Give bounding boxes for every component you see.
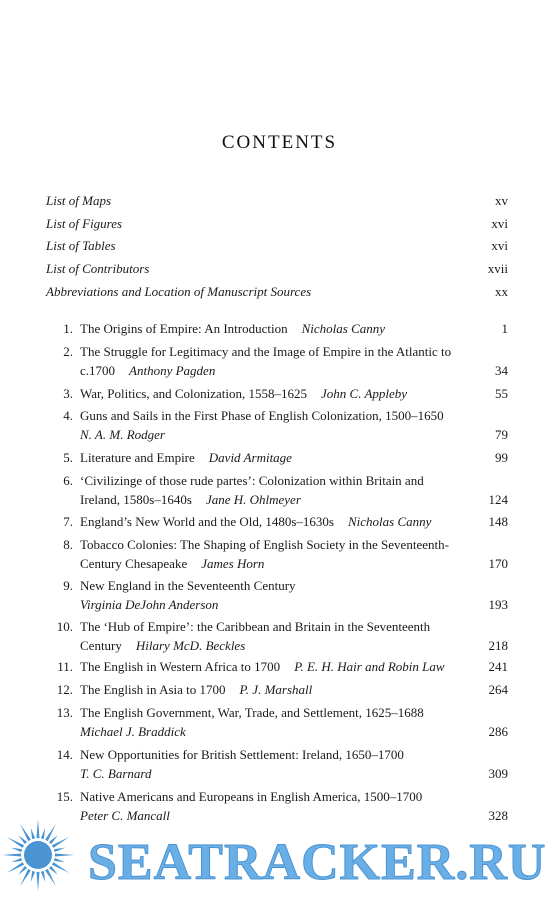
- front-matter-label: List of Maps: [46, 193, 112, 208]
- chapter-author: John C. Appleby: [321, 386, 408, 401]
- chapter-author: N. A. M. Rodger: [80, 427, 165, 442]
- chapter-author: Michael J. Braddick: [80, 724, 186, 739]
- front-matter-item: [46, 193, 508, 209]
- page-number: xv: [495, 193, 508, 208]
- page-number: xx: [495, 284, 508, 299]
- chapter-number: 5.: [63, 450, 73, 465]
- chapter-title: The English in Western Africa to 1700: [80, 659, 281, 674]
- chapter-entry: [46, 617, 508, 655]
- page-number: 55: [495, 386, 508, 401]
- page-number: 79: [495, 427, 508, 442]
- chapter-title: Tobacco Colonies: The Shaping of English Society in the Seventeenth-Century Chesapeake: [80, 537, 449, 571]
- front-matter-item: [46, 216, 508, 232]
- chapter-title: The Origins of Empire: An Introduction: [80, 321, 288, 336]
- page-number: 124: [488, 492, 508, 507]
- chapter-title: England’s New World and the Old, 1480s–1630s: [80, 514, 334, 529]
- chapter-number: 1.: [63, 321, 73, 336]
- chapter-entry: [46, 448, 508, 467]
- front-matter-item: [46, 238, 508, 254]
- chapter-number: 7.: [63, 514, 73, 529]
- page-number: 241: [488, 659, 508, 674]
- chapter-author: Virginia DeJohn Anderson: [80, 597, 219, 612]
- chapter-number: 15.: [56, 789, 73, 804]
- chapter-title: New England in the Seventeenth Century: [80, 578, 296, 593]
- chapter-author: James Horn: [201, 556, 265, 571]
- chapter-title: The English in Asia to 1700: [80, 682, 226, 697]
- page-number: 148: [488, 514, 508, 529]
- page-number: 34: [495, 363, 508, 378]
- page-number: 286: [488, 724, 508, 739]
- chapter-entry: [46, 342, 508, 380]
- chapter-author: David Armitage: [208, 450, 292, 465]
- chapter-entry: [46, 680, 508, 699]
- chapter-author: Nicholas Canny: [301, 321, 386, 336]
- chapter-author: Peter C. Mancall: [80, 808, 170, 823]
- page-number: xvi: [491, 216, 508, 231]
- chapter-entry: [46, 319, 508, 338]
- chapter-entry: [46, 384, 508, 403]
- chapter-author: P. J. Marshall: [239, 682, 313, 697]
- chapter-number: 12.: [56, 682, 73, 697]
- chapter-entry: [46, 512, 508, 531]
- chapter-title: Literature and Empire: [80, 450, 195, 465]
- page-number: 328: [488, 808, 508, 823]
- chapter-number: 6.: [63, 473, 73, 488]
- front-matter-label: List of Figures: [46, 216, 123, 231]
- front-matter-item: [46, 284, 508, 300]
- front-matter-label: Abbreviations and Location of Manuscript Sources: [46, 284, 312, 299]
- chapter-entry: [46, 703, 508, 741]
- chapter-author: P. E. H. Hair and Robin Law: [294, 659, 445, 674]
- chapter-author: T. C. Barnard: [80, 766, 152, 781]
- page-title: CONTENTS: [221, 132, 338, 153]
- watermark-text: SEATRACKER.RU: [88, 834, 547, 891]
- chapter-number: 2.: [63, 344, 73, 359]
- chapter-entry: [46, 657, 508, 676]
- chapter-author: Nicholas Canny: [348, 514, 432, 529]
- page-number: 1: [501, 321, 508, 336]
- chapter-entry: [46, 406, 508, 444]
- front-matter-label: List of Contributors: [46, 261, 150, 276]
- chapter-title: Native Americans and Europeans in English America, 1500–1700: [80, 789, 423, 804]
- page-number: xvii: [487, 261, 508, 276]
- chapter-number: 3.: [63, 386, 73, 401]
- chapter-title: The ‘Hub of Empire’: the Caribbean and Britain in the Seventeenth Century: [80, 619, 431, 653]
- page-number: xvi: [491, 238, 508, 253]
- page-number: 218: [488, 638, 508, 653]
- front-matter-label: List of Tables: [46, 238, 116, 253]
- chapter-author: Hilary McD. Beckles: [135, 638, 246, 653]
- page-number: 170: [488, 556, 508, 571]
- chapter-number: 11.: [57, 659, 73, 674]
- front-matter-item: [46, 261, 508, 277]
- chapter-author: Jane H. Ohlmeyer: [205, 492, 301, 507]
- chapter-entry: [46, 576, 508, 614]
- chapter-title: Guns and Sails in the First Phase of English Colonization, 1500–1650: [80, 408, 444, 423]
- chapter-number: 10.: [56, 619, 73, 634]
- chapter-number: 13.: [56, 705, 73, 720]
- chapter-number: 4.: [63, 408, 73, 423]
- chapter-number: 8.: [63, 537, 73, 552]
- chapter-title: War, Politics, and Colonization, 1558–1625: [80, 386, 307, 401]
- chapter-title: ‘Civilizinge of those rude partes’: Colonization within Britain and Ireland, 1580s–1640s: [80, 473, 424, 507]
- page-number: 264: [488, 682, 508, 697]
- chapter-title: The English Government, War, Trade, and Settlement, 1625–1688: [80, 705, 424, 720]
- chapter-entry: [46, 745, 508, 783]
- chapter-number: 9.: [63, 578, 73, 593]
- page-number: 193: [488, 597, 508, 612]
- page-number: 99: [495, 450, 508, 465]
- chapter-title: New Opportunities for British Settlement: Ireland, 1650–1700: [80, 747, 404, 762]
- page-number: 309: [488, 766, 508, 781]
- chapter-number: 14.: [56, 747, 73, 762]
- chapter-entry: [46, 535, 508, 573]
- chapter-title: The Struggle for Legitimacy and the Image of Empire in the Atlantic to c.1700: [80, 344, 452, 378]
- chapter-entry: [46, 471, 508, 509]
- chapter-author: Anthony Pagden: [129, 363, 216, 378]
